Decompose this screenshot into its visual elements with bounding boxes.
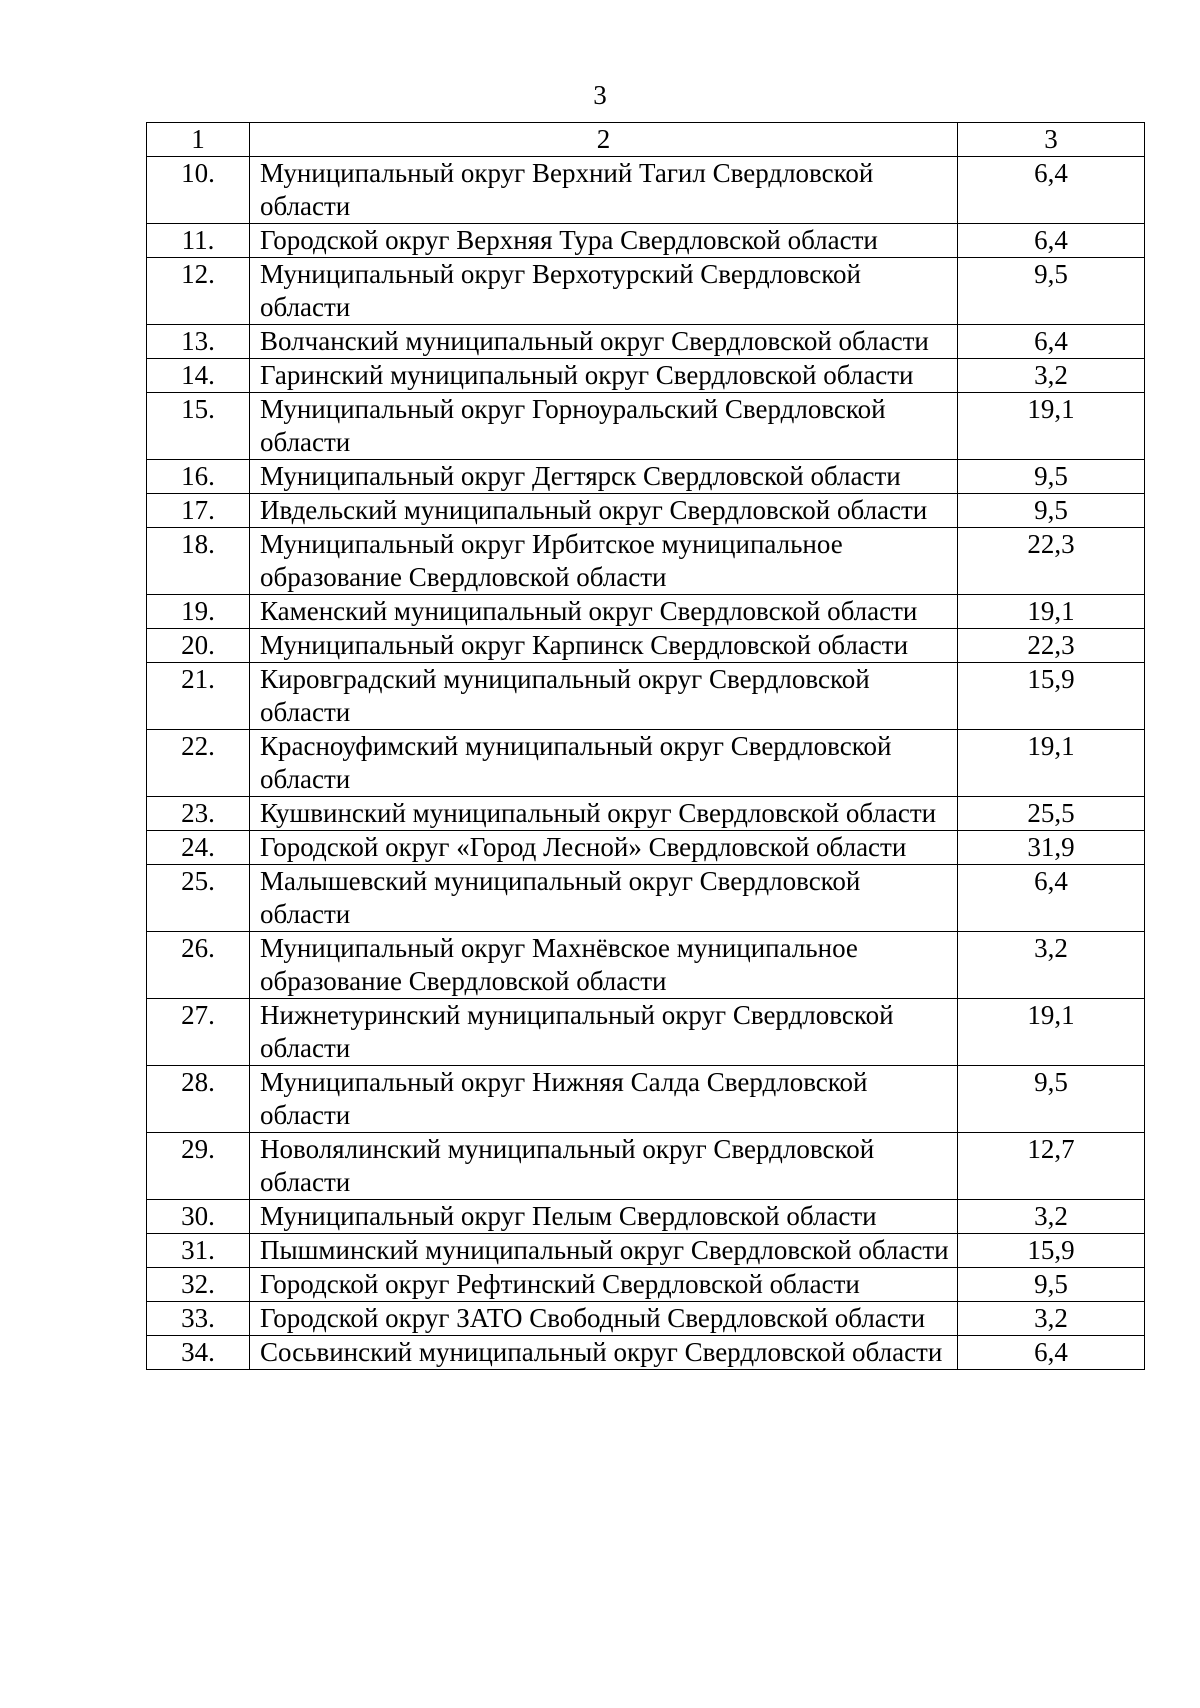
row-value: 9,5 — [958, 494, 1145, 528]
row-value: 6,4 — [958, 325, 1145, 359]
row-value: 19,1 — [958, 595, 1145, 629]
row-name: Муниципальный округ Верхотурский Свердловской области — [250, 258, 958, 325]
row-name: Муниципальный округ Махнёвское муниципальное образование Свердловской области — [250, 932, 958, 999]
row-number: 24. — [147, 831, 250, 865]
table-row — [147, 393, 1145, 460]
table-row — [147, 1066, 1145, 1133]
row-name: Гаринский муниципальный округ Свердловской области — [250, 359, 958, 393]
row-value: 22,3 — [958, 528, 1145, 595]
row-number: 10. — [147, 157, 250, 224]
row-number: 16. — [147, 460, 250, 494]
municipal-table — [146, 122, 1145, 1370]
table-row — [147, 1234, 1145, 1268]
table-row — [147, 1268, 1145, 1302]
row-name: Сосьвинский муниципальный округ Свердловской области — [250, 1336, 958, 1370]
row-value: 6,4 — [958, 224, 1145, 258]
row-value: 3,2 — [958, 1200, 1145, 1234]
table-row — [147, 1336, 1145, 1370]
row-value: 6,4 — [958, 865, 1145, 932]
row-number: 13. — [147, 325, 250, 359]
row-value: 9,5 — [958, 1268, 1145, 1302]
table-row — [147, 865, 1145, 932]
row-number: 18. — [147, 528, 250, 595]
row-number: 31. — [147, 1234, 250, 1268]
row-value: 9,5 — [958, 1066, 1145, 1133]
row-number: 19. — [147, 595, 250, 629]
table-row — [147, 797, 1145, 831]
row-value: 6,4 — [958, 157, 1145, 224]
row-value: 25,5 — [958, 797, 1145, 831]
row-name: Ивдельский муниципальный округ Свердловской области — [250, 494, 958, 528]
table-row — [147, 999, 1145, 1066]
row-name: Малышевский муниципальный округ Свердловской области — [250, 865, 958, 932]
row-name: Новолялинский муниципальный округ Свердловской области — [250, 1133, 958, 1200]
row-name: Муниципальный округ Горноуральский Свердловской области — [250, 393, 958, 460]
header-col-3: 3 — [958, 123, 1145, 157]
table-row — [147, 258, 1145, 325]
row-name: Кировградский муниципальный округ Свердловской области — [250, 663, 958, 730]
row-value: 19,1 — [958, 730, 1145, 797]
row-number: 30. — [147, 1200, 250, 1234]
row-value: 6,4 — [958, 1336, 1145, 1370]
row-name: Пышминский муниципальный округ Свердловской области — [250, 1234, 958, 1268]
row-name: Городской округ ЗАТО Свободный Свердловской области — [250, 1302, 958, 1336]
row-value: 12,7 — [958, 1133, 1145, 1200]
row-value: 15,9 — [958, 1234, 1145, 1268]
row-name: Кушвинский муниципальный округ Свердловской области — [250, 797, 958, 831]
row-name: Муниципальный округ Нижняя Салда Свердловской области — [250, 1066, 958, 1133]
row-number: 34. — [147, 1336, 250, 1370]
row-name: Красноуфимский муниципальный округ Свердловской области — [250, 730, 958, 797]
row-value: 9,5 — [958, 460, 1145, 494]
row-number: 12. — [147, 258, 250, 325]
row-value: 3,2 — [958, 359, 1145, 393]
table-row — [147, 595, 1145, 629]
table-row — [147, 460, 1145, 494]
header-col-1: 1 — [147, 123, 250, 157]
table-row — [147, 224, 1145, 258]
table-row — [147, 932, 1145, 999]
header-row — [147, 123, 1145, 157]
row-value: 31,9 — [958, 831, 1145, 865]
row-number: 17. — [147, 494, 250, 528]
row-number: 22. — [147, 730, 250, 797]
table-row — [147, 831, 1145, 865]
row-number: 29. — [147, 1133, 250, 1200]
table-row — [147, 1133, 1145, 1200]
row-number: 23. — [147, 797, 250, 831]
row-number: 27. — [147, 999, 250, 1066]
row-name: Муниципальный округ Верхний Тагил Свердловской области — [250, 157, 958, 224]
row-value: 15,9 — [958, 663, 1145, 730]
table-row — [147, 1302, 1145, 1336]
row-name: Каменский муниципальный округ Свердловской области — [250, 595, 958, 629]
row-number: 20. — [147, 629, 250, 663]
row-value: 19,1 — [958, 999, 1145, 1066]
row-value: 3,2 — [958, 932, 1145, 999]
row-number: 26. — [147, 932, 250, 999]
row-name: Муниципальный округ Карпинск Свердловской области — [250, 629, 958, 663]
table-row — [147, 730, 1145, 797]
table-row — [147, 494, 1145, 528]
table-row — [147, 157, 1145, 224]
table-row — [147, 629, 1145, 663]
row-name: Муниципальный округ Пелым Свердловской области — [250, 1200, 958, 1234]
row-number: 15. — [147, 393, 250, 460]
row-value: 9,5 — [958, 258, 1145, 325]
row-value: 22,3 — [958, 629, 1145, 663]
row-name: Городской округ Верхняя Тура Свердловской области — [250, 224, 958, 258]
row-name: Городской округ «Город Лесной» Свердловской области — [250, 831, 958, 865]
page-number: 3 — [593, 80, 607, 110]
row-number: 21. — [147, 663, 250, 730]
header-col-2: 2 — [250, 123, 958, 157]
table-row — [147, 359, 1145, 393]
row-name: Нижнетуринский муниципальный округ Свердловской области — [250, 999, 958, 1066]
table-row — [147, 325, 1145, 359]
row-number: 25. — [147, 865, 250, 932]
row-name: Муниципальный округ Дегтярск Свердловской области — [250, 460, 958, 494]
table-row — [147, 528, 1145, 595]
row-name: Городской округ Рефтинский Свердловской области — [250, 1268, 958, 1302]
row-number: 28. — [147, 1066, 250, 1133]
row-name: Муниципальный округ Ирбитское муниципальное образование Свердловской области — [250, 528, 958, 595]
table-row — [147, 663, 1145, 730]
row-number: 32. — [147, 1268, 250, 1302]
table-row — [147, 1200, 1145, 1234]
row-number: 33. — [147, 1302, 250, 1336]
row-number: 11. — [147, 224, 250, 258]
table-body — [147, 157, 1145, 1370]
row-value: 3,2 — [958, 1302, 1145, 1336]
row-number: 14. — [147, 359, 250, 393]
row-value: 19,1 — [958, 393, 1145, 460]
row-name: Волчанский муниципальный округ Свердловской области — [250, 325, 958, 359]
